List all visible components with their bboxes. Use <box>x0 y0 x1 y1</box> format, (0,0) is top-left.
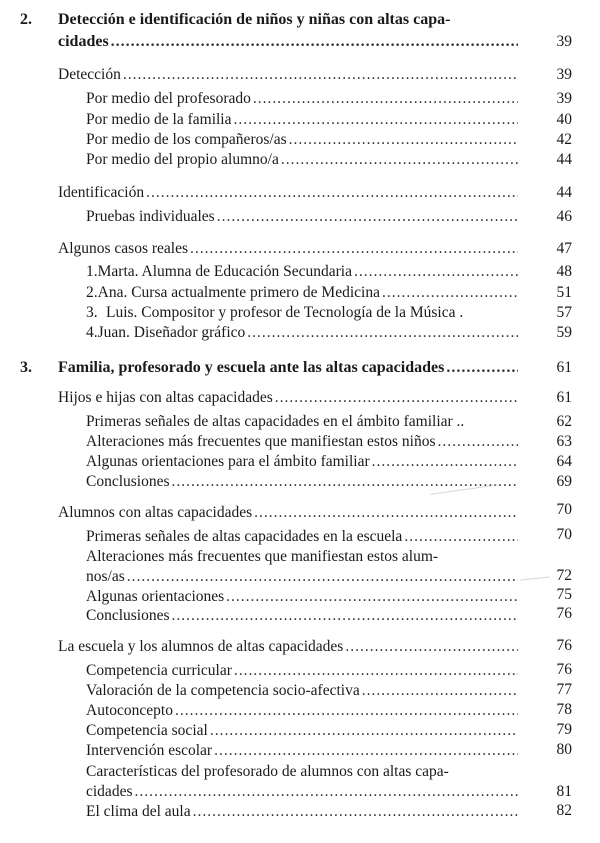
toc-entry: Competencia social ..... <box>86 721 520 740</box>
page-number: 79 <box>556 721 572 738</box>
page-number: 47 <box>556 240 572 257</box>
page-number: 42 <box>556 131 572 148</box>
page-number: 76 <box>556 637 572 654</box>
page-number: 39 <box>556 90 572 107</box>
toc-entry: Algunas orientaciones ..... <box>86 587 520 606</box>
page-number: 78 <box>556 701 572 718</box>
page-number: 39 <box>556 66 572 83</box>
page-number: 75 <box>556 586 572 603</box>
page-number: 44 <box>556 184 572 201</box>
page-number: 51 <box>556 284 572 301</box>
toc-entry: cidades ..... <box>86 782 520 801</box>
section-title: Detección e identificación de niños y niñas con altas capa- <box>58 11 451 28</box>
toc-entry: Valoración de la competencia socio-afectiva ..... <box>86 681 520 700</box>
section-number: 2. <box>20 11 32 28</box>
page-number: 48 <box>556 263 572 280</box>
toc-entry: Conclusiones ..... <box>86 606 520 625</box>
toc-entry: 1. Marta. Alumna de Educación Secundaria ..... <box>86 262 520 281</box>
toc-entry: Detección ..... <box>58 65 520 84</box>
toc-entry: Por medio del propio alumno/a ..... <box>86 150 520 169</box>
page-number: 59 <box>556 324 572 341</box>
page-number: 39 <box>556 33 572 50</box>
toc-entry: Por medio del profesorado ..... <box>86 89 520 108</box>
toc-entry: Alteraciones más frecuentes que manifiestan estos niños ..... <box>86 432 520 451</box>
toc-entry: Alteraciones más frecuentes que manifiestan estos alum- <box>86 548 439 565</box>
page-number: 81 <box>556 783 572 800</box>
toc-entry: Hijos e hijas con altas capacidades ..... <box>58 388 520 407</box>
page-number: 62 <box>556 413 572 430</box>
page-number: 80 <box>556 741 572 758</box>
page-number: 77 <box>556 681 572 698</box>
toc-entry: Competencia curricular ..... <box>86 661 520 680</box>
toc-entry: Intervención escolar ..... <box>86 741 520 760</box>
page-number: 61 <box>556 359 572 376</box>
page-number: 70 <box>556 526 572 543</box>
page-number: 70 <box>556 501 572 518</box>
page-number: 76 <box>556 605 572 622</box>
toc-entry: Autoconcepto ..... <box>86 701 520 720</box>
page-number: 46 <box>556 208 572 225</box>
page-number: 63 <box>556 433 572 450</box>
toc-entry: Conclusiones ..... <box>86 472 520 491</box>
page-number: 64 <box>556 453 572 470</box>
page-number: 40 <box>556 111 572 128</box>
toc-entry: Por medio de los compañeros/as ..... <box>86 130 520 149</box>
toc-entry: 3. Luis. Compositor y profesor de Tecnología de la Música . <box>86 304 464 321</box>
section-title: Familia, profesorado y escuela ante las altas capacidades ..... <box>58 358 520 377</box>
page-number: 82 <box>556 802 572 819</box>
toc-entry: El clima del aula ..... <box>86 802 520 821</box>
toc-entry: 2. Ana. Cursa actualmente primero de Medicina ..... <box>86 283 520 302</box>
toc-entry: Pruebas individuales ..... <box>86 207 520 226</box>
toc-entry: Algunas orientaciones para el ámbito familiar ..... <box>86 452 520 471</box>
page-number: 57 <box>556 304 572 321</box>
toc-entry: Alumnos con altas capacidades ..... <box>58 503 520 522</box>
toc-entry: La escuela y los alumnos de altas capacidades ..... <box>58 637 520 656</box>
toc-entry: Primeras señales de altas capacidades en el ámbito familiar .. <box>86 413 465 430</box>
page-number: 69 <box>556 473 572 490</box>
toc-entry: Por medio de la familia ..... <box>86 110 520 129</box>
page-number: 44 <box>556 151 572 168</box>
toc-entry: Identificación ..... <box>58 183 520 202</box>
toc-entry: nos/as ..... <box>86 567 520 586</box>
page-number: 72 <box>556 567 572 584</box>
toc-entry: Características del profesorado de alumnos con altas capa- <box>86 763 449 780</box>
toc-entry: Primeras señales de altas capacidades en la escuela ..... <box>86 527 520 546</box>
section-number: 3. <box>20 359 32 376</box>
toc-entry: Algunos casos reales ..... <box>58 239 520 258</box>
toc-entry: 4. Juan. Diseñador gráfico ..... <box>86 323 520 342</box>
page-number: 61 <box>556 389 572 406</box>
toc-entry: cidades ..... <box>58 32 520 51</box>
page-number: 76 <box>556 661 572 678</box>
